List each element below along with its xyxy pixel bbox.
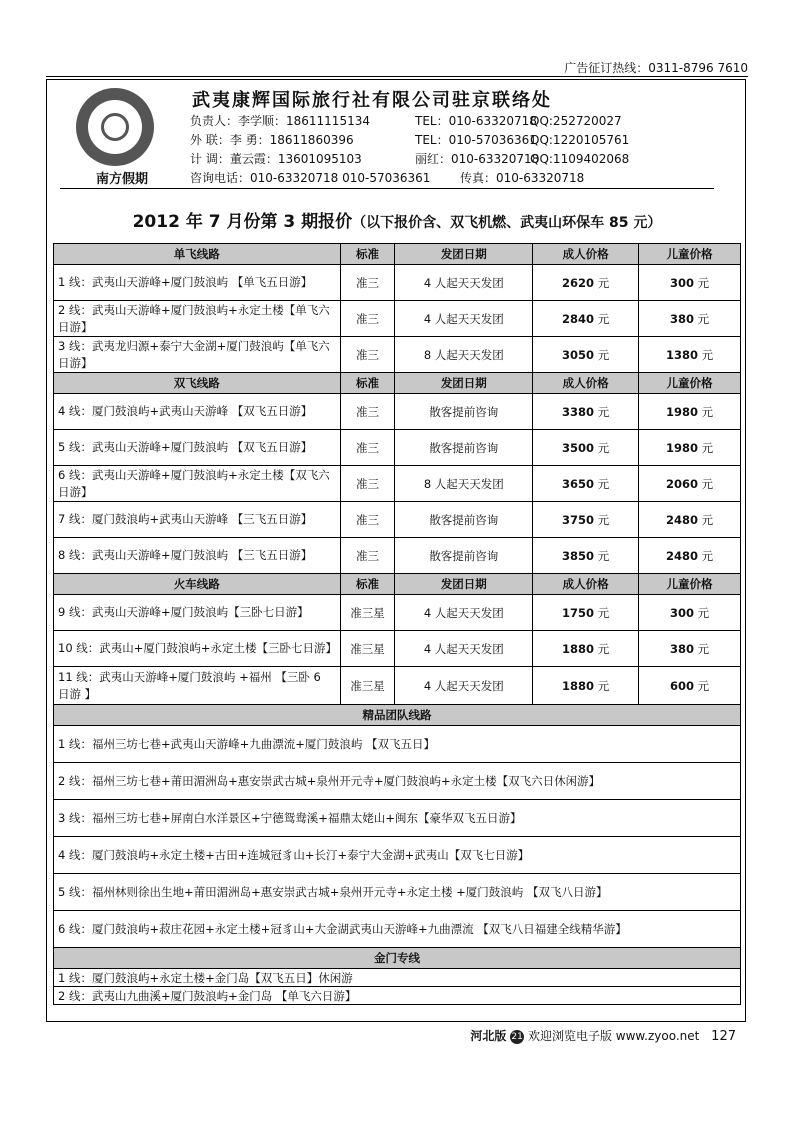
table-row: 11 线：武夷山天游峰+厦门鼓浪屿 +福州 【三卧 6 日游 】 准三星 4 人起天天发团 1880 元 600 元	[54, 667, 741, 705]
contact-line: 外 联：李 勇：18611860396 TEL：010-57036361QQ:1220105761	[190, 133, 630, 147]
table-row: 7 线：厦门鼓浪屿+武夷山天游峰 【三飞五日游】 准三 散客提前咨询 3750 元 2480 元	[54, 502, 741, 538]
table-row: 2 线：武夷山天游峰+厦门鼓浪屿+永定土楼【单飞六日游】 准三 4 人起天天发团 2840 元 380 元	[54, 301, 741, 337]
ad-hotline: 广告征订热线：0311-8796 7610	[564, 61, 748, 75]
edition-badge-icon: 21	[511, 1031, 523, 1042]
flower-icon	[101, 113, 129, 141]
table-row: 6 线：武夷山天游峰+厦门鼓浪屿+永定土楼【双飞六日游】 准三 8 人起天天发团 3650 元 2060 元	[54, 466, 741, 502]
section-header: 双飞线路 标准 发团日期 成人价格 儿童价格	[54, 373, 741, 394]
footer-text: 欢迎浏览电子版 www.zyoo.net	[527, 1029, 700, 1043]
table-row: 3 线：武夷龙归源+泰宁大金湖+厦门鼓浪屿【单飞六日游】 准三 8 人起天天发团 3050 元 1380 元	[54, 337, 741, 373]
list-item: 1 线：厦门鼓浪屿+永定土楼+金门岛【双飞五日】休闲游	[54, 969, 741, 987]
header-divider	[60, 188, 714, 189]
list-item: 3 线：福州三坊七巷+屏南白水洋景区+宁德鸳鸯溪+福鼎太姥山+闽东【豪华双飞五日游】	[54, 800, 741, 837]
edition-label: 河北版	[470, 1029, 507, 1043]
price-table	[53, 243, 741, 1005]
contact-line: 负责人：李学顺：18611115134 TEL：010-63320718QQ:252720027	[190, 114, 622, 128]
section-header: 精品团队线路	[54, 705, 741, 726]
list-item: 5 线：福州林则徐出生地+莆田湄洲岛+惠安崇武古城+泉州开元寺+永定土楼 +厦门鼓浪屿 【双飞八日游】	[54, 874, 741, 911]
table-row: 8 线：武夷山天游峰+厦门鼓浪屿 【三飞五日游】 准三 散客提前咨询 3850 元 2480 元	[54, 538, 741, 574]
section-header: 火车线路 标准 发团日期 成人价格 儿童价格	[54, 574, 741, 595]
table-row: 9 线：武夷山天游峰+厦门鼓浪屿【三卧七日游】 准三星 4 人起天天发团 1750 元 300 元	[54, 595, 741, 631]
table-row: 5 线：武夷山天游峰+厦门鼓浪屿 【双飞五日游】 准三 散客提前咨询 3500 元 1980 元	[54, 430, 741, 466]
company-logo	[68, 88, 176, 187]
list-item: 4 线：厦门鼓浪屿+永定土楼+古田+连城冠豸山+长汀+泰宁大金湖+武夷山【双飞七日游】	[54, 837, 741, 874]
contact-line: 咨询电话：010-63320718 010-57036361 传真：010-63320718	[190, 171, 585, 185]
table-row: 4 线：厦门鼓浪屿+武夷山天游峰 【双飞五日游】 准三 散客提前咨询 3380 元 1980 元	[54, 394, 741, 430]
page-footer	[470, 1027, 736, 1044]
list-item: 2 线：武夷山九曲溪+厦门鼓浪屿+金门岛 【单飞六日游】	[54, 987, 741, 1005]
section-header: 单飞线路 标准 发团日期 成人价格 儿童价格	[54, 244, 741, 265]
logo-name: 南方假期	[95, 172, 148, 187]
table-row: 10 线：武夷山+厦门鼓浪屿+永定土楼【三卧七日游】 准三星 4 人起天天发团 1880 元 380 元	[54, 631, 741, 667]
top-rule	[46, 76, 748, 77]
title-sub: （以下报价含、双飞机燃、武夷山环保车 85 元）	[352, 215, 662, 231]
company-name: 武夷康辉国际旅行社有限公司驻京联络处	[192, 90, 552, 111]
page-title	[52, 207, 742, 232]
page-number: 127	[711, 1029, 736, 1044]
table-row: 1 线：武夷山天游峰+厦门鼓浪屿 【单飞五日游】 准三 4 人起天天发团 2620 元 300 元	[54, 265, 741, 301]
list-item: 6 线：厦门鼓浪屿+菽庄花园+永定土楼+冠豸山+大金湖武夷山天游峰+九曲漂流 【双飞八日福建全线精华游】	[54, 911, 741, 948]
list-item: 1 线：福州三坊七巷+武夷山天游峰+九曲漂流+厦门鼓浪屿 【双飞五日】	[54, 726, 741, 763]
section-header: 金门专线	[54, 948, 741, 969]
title-main: 2012 年 7 月份第 3 期报价	[132, 212, 353, 232]
list-item: 2 线：福州三坊七巷+莆田湄洲岛+惠安崇武古城+泉州开元寺+厦门鼓浪屿+永定土楼【双飞六日休闲游】	[54, 763, 741, 800]
contact-line: 计 调：董云霞：13601095103 丽红：010-63320718QQ:1109402068	[190, 152, 630, 166]
